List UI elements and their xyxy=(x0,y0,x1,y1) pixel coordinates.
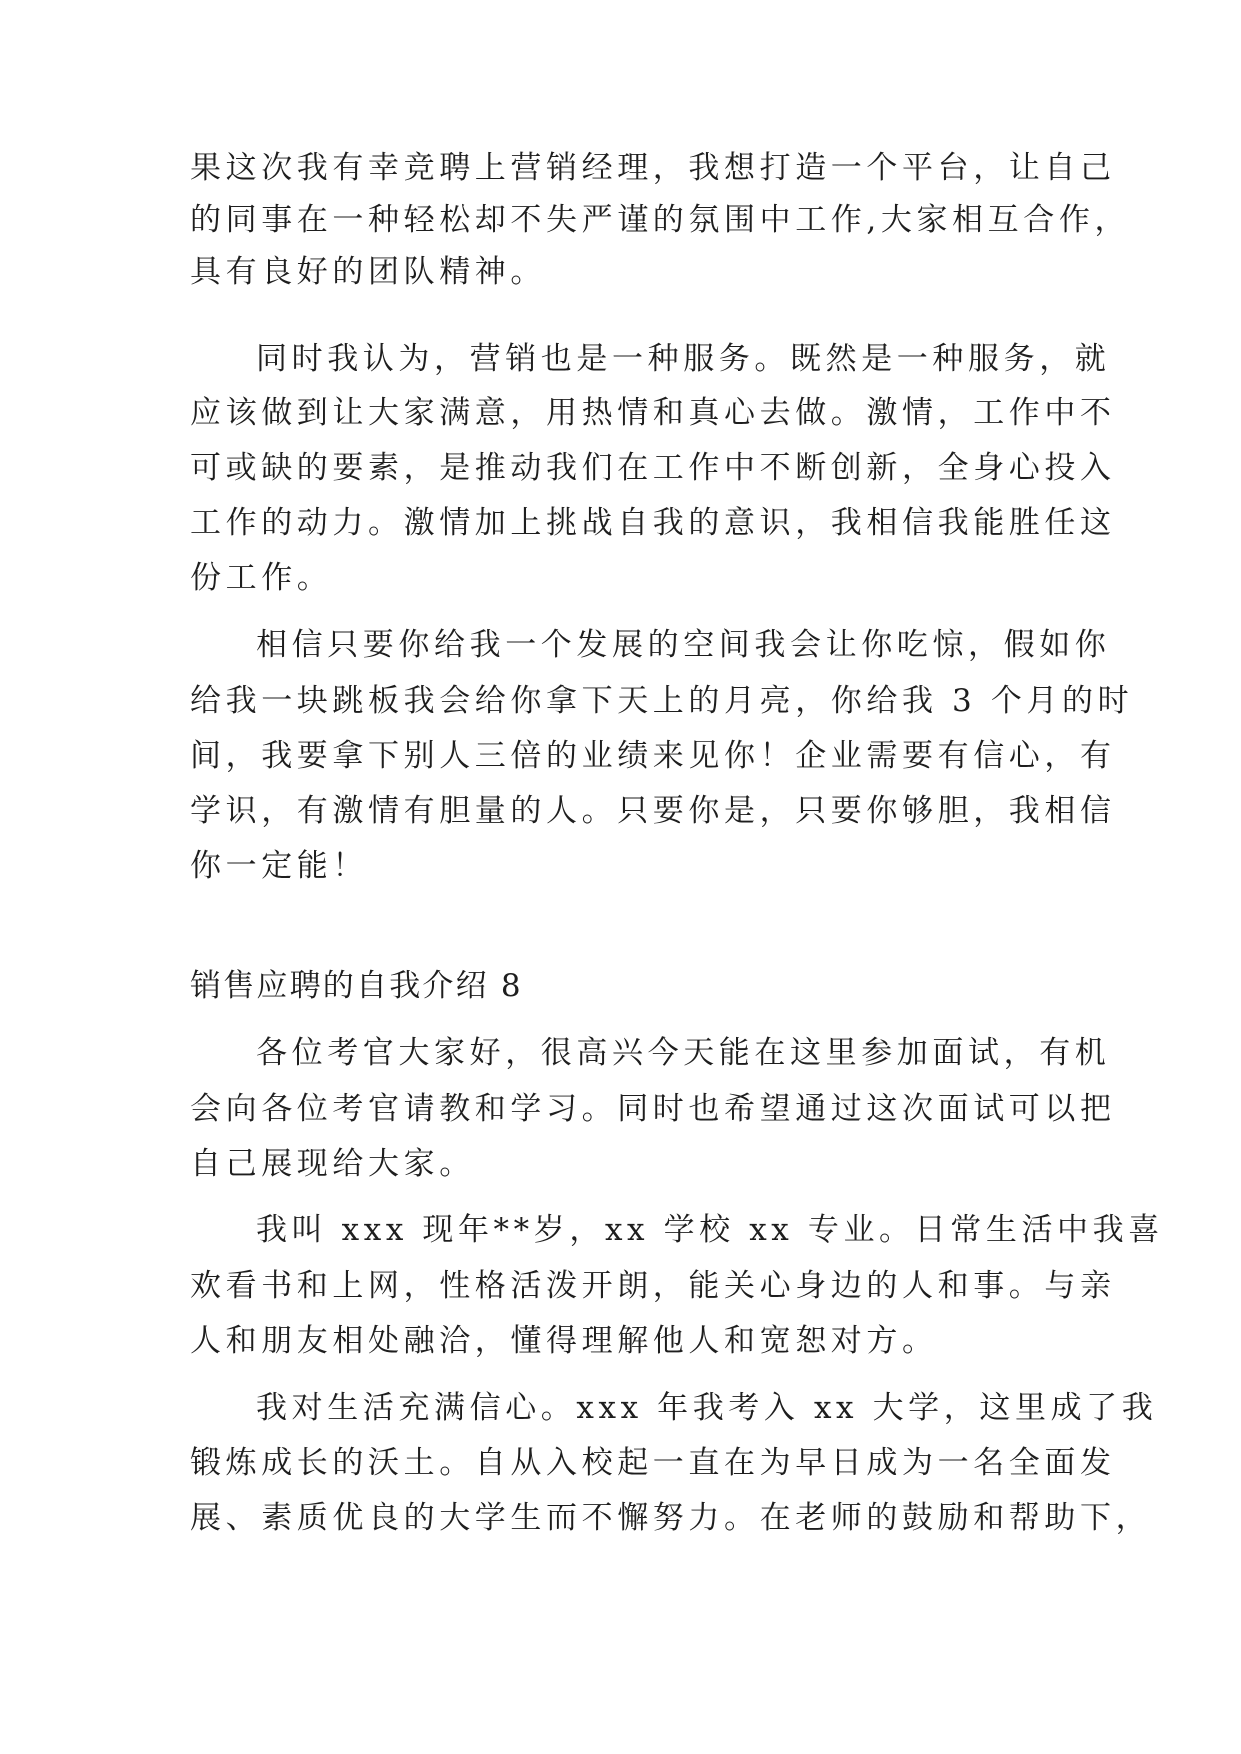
text-line: 相信只要你给我一个发展的空间我会让你吃惊，假如你 xyxy=(256,627,1111,663)
text-line: 学识，有激情有胆量的人。只要你是，只要你够胆，我相信 xyxy=(190,793,1116,829)
text-line: 欢看书和上网，性格活泼开朗，能关心身边的人和事。与亲 xyxy=(190,1268,1116,1304)
text-line: 的同事在一种轻松却不失严谨的氛围中工作,大家相互合作， xyxy=(190,202,1131,238)
text-line: 果这次我有幸竞聘上营销经理，我想打造一个平台，让自己 xyxy=(190,150,1116,186)
text-line: 给我一块跳板我会给你拿下天上的月亮，你给我 3 个月的时 xyxy=(190,683,1134,719)
text-line: 你一定能！ xyxy=(190,848,368,884)
text-line: 锻炼成长的沃土。自从入校起一直在为早日成为一名全面发 xyxy=(190,1445,1116,1481)
section-heading: 销售应聘的自我介绍 8 xyxy=(190,968,523,1004)
text-line: 我叫 xxx 现年**岁，xx 学校 xx 专业。日常生活中我喜 xyxy=(256,1212,1164,1248)
text-line: 展、素质优良的大学生而不懈努力。在老师的鼓励和帮助下， xyxy=(190,1500,1152,1536)
text-line: 工作的动力。激情加上挑战自我的意识，我相信我能胜任这 xyxy=(190,505,1116,541)
text-line: 具有良好的团队精神。 xyxy=(190,254,546,290)
text-line: 自己展现给大家。 xyxy=(190,1146,475,1182)
text-line: 可或缺的要素，是推动我们在工作中不断创新，全身心投入 xyxy=(190,450,1116,486)
text-line: 我对生活充满信心。xxx 年我考入 xx 大学，这里成了我 xyxy=(256,1390,1158,1426)
text-line: 间，我要拿下别人三倍的业绩来见你！企业需要有信心，有 xyxy=(190,738,1116,774)
text-line: 应该做到让大家满意，用热情和真心去做。激情，工作中不 xyxy=(190,395,1116,431)
text-line: 份工作。 xyxy=(190,560,333,596)
text-line: 会向各位考官请教和学习。同时也希望通过这次面试可以把 xyxy=(190,1091,1116,1127)
text-line: 同时我认为，营销也是一种服务。既然是一种服务，就 xyxy=(256,341,1111,377)
text-line: 各位考官大家好，很高兴今天能在这里参加面试，有机 xyxy=(256,1035,1111,1071)
text-line: 人和朋友相处融洽，懂得理解他人和宽恕对方。 xyxy=(190,1323,938,1359)
